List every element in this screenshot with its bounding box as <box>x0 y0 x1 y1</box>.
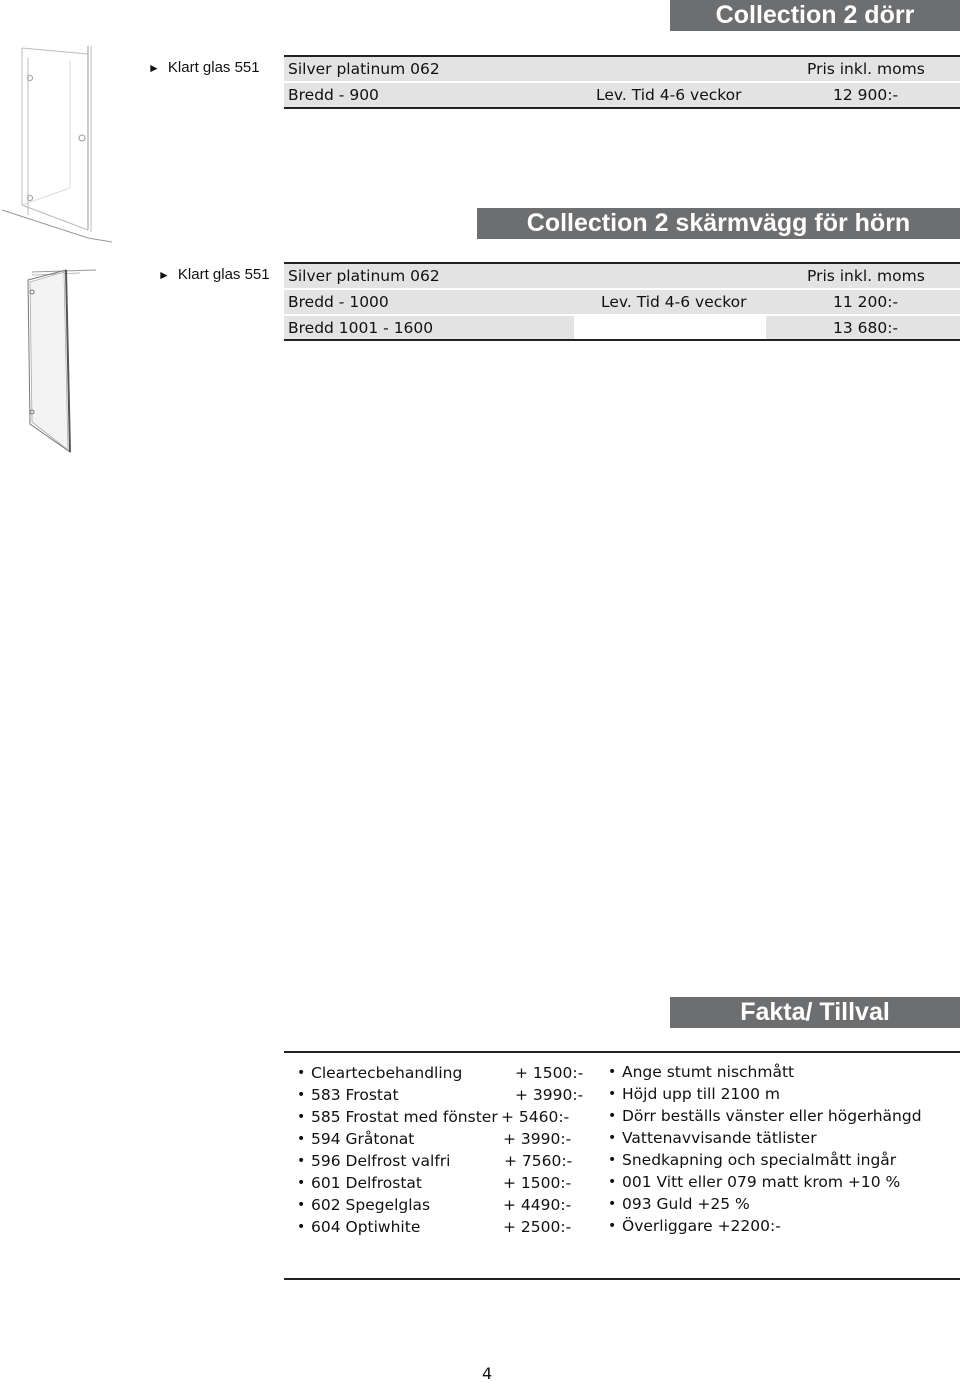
list-item: • Höjd upp till 2100 m <box>608 1085 781 1103</box>
list-item: • 594 Gråtonat + 3990:- <box>297 1130 572 1148</box>
divider <box>284 107 960 109</box>
list-item: • 604 Optiwhite + 2500:- <box>297 1218 572 1236</box>
divider <box>284 339 960 341</box>
list-item: • 602 Spegelglas + 4490:- <box>297 1196 572 1214</box>
list-item: • Cleartecbehandling + 1500:- <box>297 1064 584 1082</box>
corner-screen-illustration <box>20 262 100 457</box>
section2-glass-label: ► Klart glas 551 <box>158 266 270 283</box>
table-row: Bredd 1001 - 1600 13 680:- <box>284 316 960 340</box>
list-item: • 601 Delfrostat + 1500:- <box>297 1174 572 1192</box>
options-left-list <box>297 1062 587 1238</box>
shower-door-illustration <box>0 40 118 245</box>
facts-banner: Fakta/ Tillval <box>670 997 960 1028</box>
table-row: Silver platinum 062 Pris inkl. moms <box>284 57 960 81</box>
table-row: Bredd - 1000 Lev. Tid 4-6 veckor 11 200:- <box>284 290 960 314</box>
play-triangle-icon: ► <box>158 268 170 282</box>
divider <box>284 1051 960 1053</box>
list-item: • Dörr beställs vänster eller högerhängd <box>608 1107 922 1125</box>
table-row: Silver platinum 062 Pris inkl. moms <box>284 264 960 288</box>
section2-banner: Collection 2 skärmvägg för hörn <box>477 208 960 239</box>
list-item: • 093 Guld +25 % <box>608 1195 750 1213</box>
list-item: • 585 Frostat med fönster + 5460:- <box>297 1108 570 1126</box>
table-row: Bredd - 900 Lev. Tid 4-6 veckor 12 900:- <box>284 83 960 107</box>
section1-glass-label: ► Klart glas 551 <box>148 59 260 76</box>
list-item: • 583 Frostat + 3990:- <box>297 1086 584 1104</box>
play-triangle-icon: ► <box>148 61 160 75</box>
list-item: • Ange stumt nischmått <box>608 1063 795 1081</box>
list-item: • 596 Delfrost valfri + 7560:- <box>297 1152 573 1170</box>
list-item: • Vattenavvisande tätlister <box>608 1129 817 1147</box>
section1-banner: Collection 2 dörr <box>670 0 960 31</box>
divider <box>284 1278 960 1280</box>
page-number: 4 <box>482 1364 493 1383</box>
list-item: • Överliggare +2200:- <box>608 1217 781 1235</box>
options-right-list <box>608 1061 958 1237</box>
list-item: • Snedkapning och specialmått ingår <box>608 1151 897 1169</box>
list-item: • 001 Vitt eller 079 matt krom +10 % <box>608 1173 901 1191</box>
